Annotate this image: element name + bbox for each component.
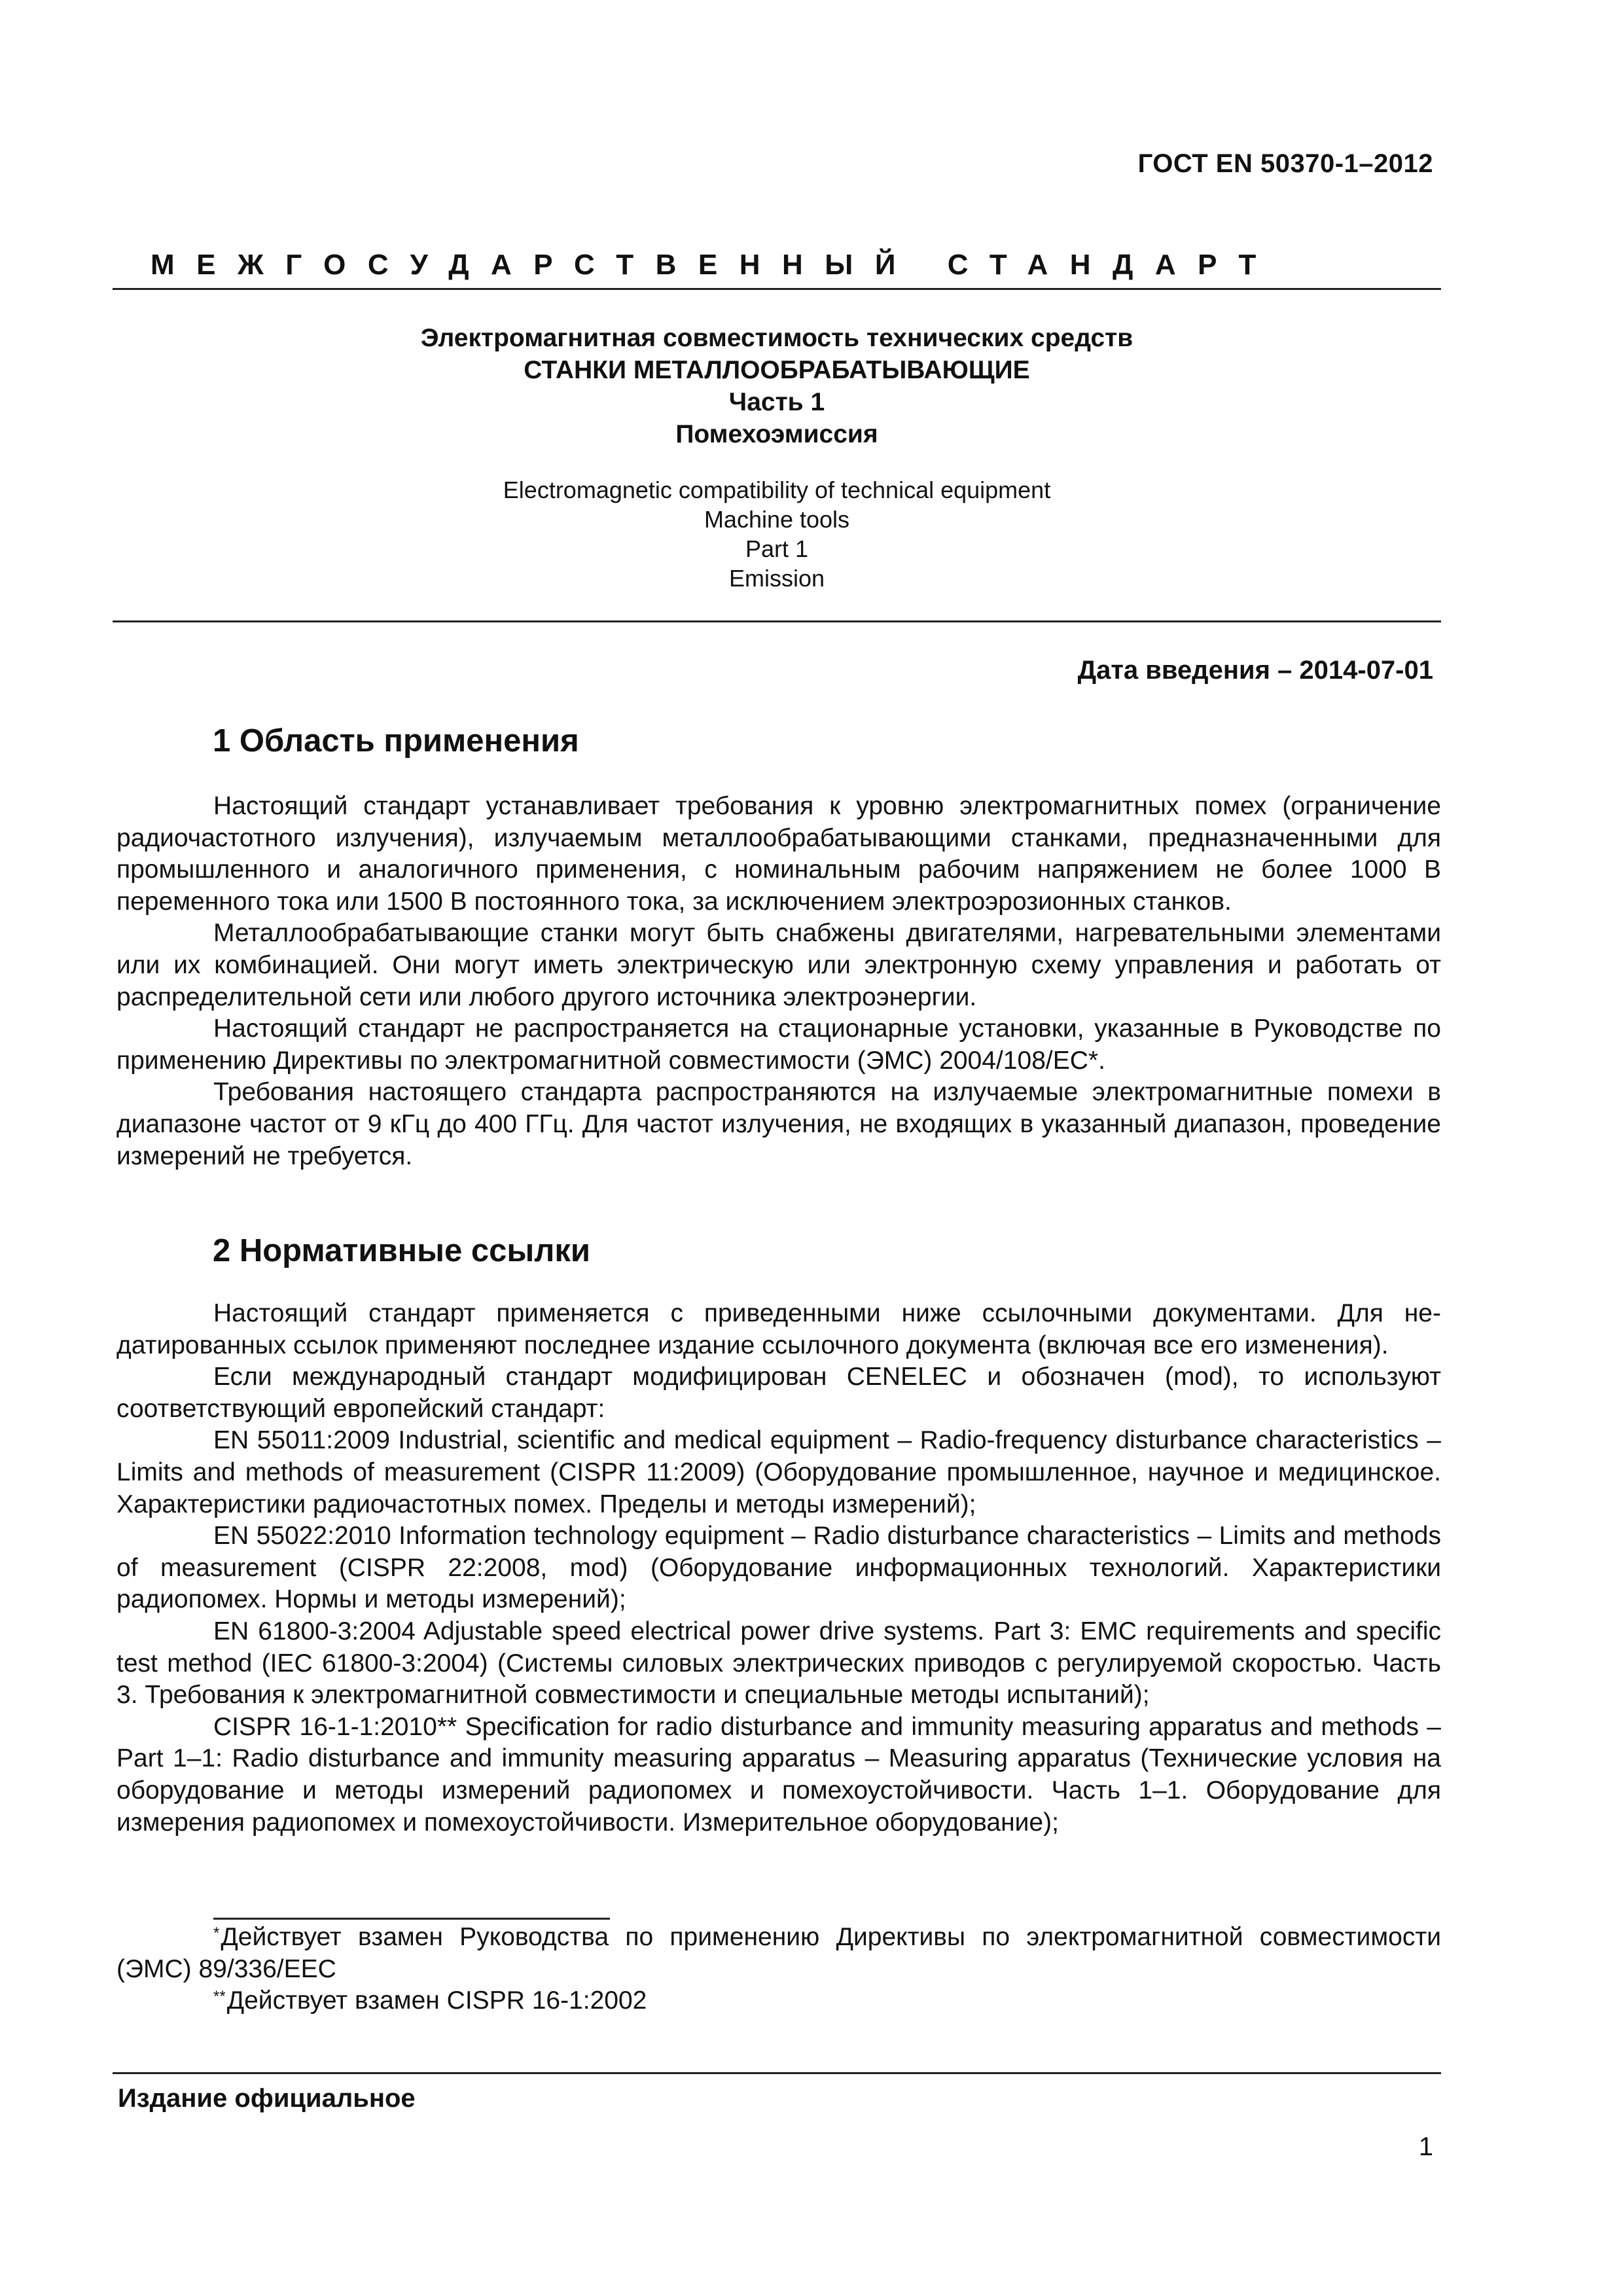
document-number: ГОСТ EN 50370-1–2012	[1137, 149, 1433, 178]
title-ru-line: Часть 1	[728, 388, 825, 416]
paragraph: Металлообрабатывающие станки могут быть снабжены двигателями, нагревательными элементами или их комбинацией. Они могут иметь электрическую или электронную схему управления и работать от распределительной сети или любого другого источника электроэнергии.	[116, 919, 1441, 1011]
standard-type-heading: МЕЖГОСУДАРСТВЕННЫЙ СТАНДАРТ	[151, 249, 1278, 281]
section-1-heading: 1 Область применения	[213, 723, 579, 759]
title-ru-line: Электромагнитная совместимость технических средств	[420, 324, 1133, 352]
reference-item: EN 61800-3:2004 Adjustable speed electrical power drive systems. Part 3: EMC requirements and specific test method (IEC 61800-3:2004) (Системы силовых электрических приводов с регулируемой скоростью. Часть 3. Требования к электромагнитной совместимости и специальные методы испытаний);	[116, 1617, 1441, 1710]
paragraph: Если международный стандарт модифицирован CENELEC и обозначен (mod), то используют соответствующий европейский стандарт:	[116, 1363, 1441, 1423]
footnote-1	[116, 1922, 1441, 1985]
title-english	[113, 475, 1441, 593]
reference-item: EN 55011:2009 Industrial, scientific and medical equipment – Radio-frequency disturbance characteristics – Limits and methods of measurement (CISPR 11:2009) (Оборудование промышленное, научное и медицинское. Характеристики радиочастотных помех. Пределы и методы измерений);	[116, 1426, 1441, 1518]
footnote-text: Действует взамен CISPR 16-1:2002	[226, 1986, 647, 2015]
section-1-body	[116, 791, 1441, 1172]
paragraph: Настоящий стандарт применяется с приведенными ниже ссылочными документами. Для недатированных ссылок применяют последнее издание ссылочного документа (включая все его изменения).	[116, 1299, 1441, 1359]
title-ru-line: СТАНКИ МЕТАЛЛООБРАБАТЫВАЮЩИЕ	[524, 356, 1030, 384]
footnote-separator	[213, 1918, 610, 1920]
paragraph: Настоящий стандарт не распространяется на стационарные установки, указанные в Руководстве по применению Директивы по электромагнитной совместимости (ЭМС) 2004/108/EC*.	[116, 1014, 1441, 1075]
section-2-heading: 2 Нормативные ссылки	[213, 1233, 590, 1268]
reference-item: EN 55022:2010 Information technology equipment – Radio disturbance characteristics – Limits and methods of measurement (CISPR 22:2008, mod) (Оборудование информационных технологий. Характеристики радиопомех. Нормы и методы измерений);	[116, 1522, 1441, 1614]
introduction-date: Дата введения – 2014-07-01	[1077, 656, 1433, 685]
title-en-line: Emission	[728, 565, 825, 592]
footer-divider	[113, 2072, 1441, 2074]
paragraph: Требования настоящего стандарта распространяются на излучаемые электромагнитные помехи в диапазоне частот от 9 кГц до 400 ГГц. Для частот излучения, не входящих в указанный диапазон, проведение измерений не требуется.	[116, 1078, 1441, 1170]
title-russian	[113, 322, 1441, 450]
footnote-mark: **	[213, 1988, 226, 2006]
title-en-line: Machine tools	[704, 506, 850, 533]
paragraph: Настоящий стандарт устанавливает требования к уровню электромагнитных помех (ограничение радиочастотного излучения), излучаемым металлообрабатывающими станками, предназначенными для промышленного и аналогичного применения, с номинальным рабочим напряжением не более 1000 В переменного тока или 1500 В постоянного тока, за исключением электроэрозионных станков.	[116, 792, 1441, 916]
footnote-mark: *	[213, 1924, 220, 1942]
footnote-text: Действует взамен Руководства по применению Директивы по электромагнитной совместимости (ЭМС) 89/336/EEC	[116, 1923, 1441, 1983]
official-edition-label: Издание официальное	[118, 2084, 416, 2113]
top-divider	[113, 288, 1441, 290]
page-number: 1	[1418, 2132, 1433, 2161]
footnote-2	[116, 1985, 1441, 2017]
title-divider	[113, 620, 1441, 622]
reference-item: CISPR 16-1-1:2010** Specification for radio disturbance and immunity measuring apparatus and methods – Part 1–1: Radio disturbance and immunity measuring apparatus – Measuring apparatus (Технические условия на оборудование и методы измерений радиопомех и помехоустойчивости. Часть 1–1. Оборудование для измерения радиопомех и помехоустойчивости. Измерительное оборудование);	[116, 1712, 1441, 1837]
title-en-line: Electromagnetic compatibility of technical equipment	[503, 476, 1051, 503]
title-ru-line: Помехоэмиссия	[675, 420, 878, 448]
footnotes	[116, 1922, 1441, 2017]
section-2-body	[116, 1298, 1441, 1839]
title-en-line: Part 1	[745, 535, 809, 562]
